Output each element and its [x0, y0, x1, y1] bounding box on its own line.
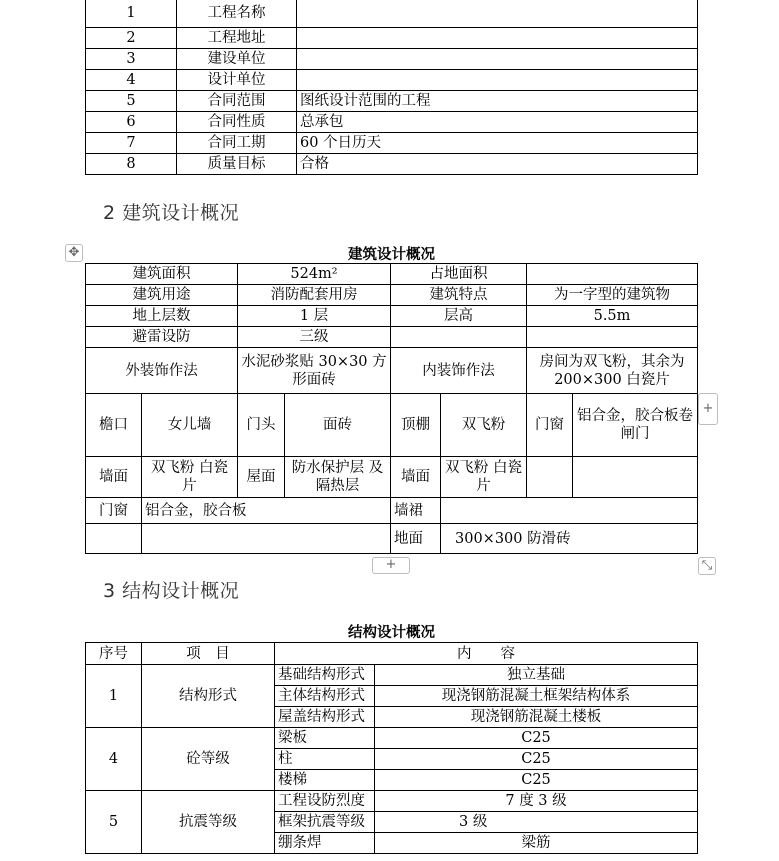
table-cell: 总承包 [297, 112, 698, 133]
group-item: 结构形式 [142, 665, 275, 728]
ceiling-value: 双飞粉 [441, 394, 527, 457]
wall-value: 双飞粉 白瓷片 [142, 457, 238, 498]
group-number: 4 [86, 728, 142, 791]
table-cell [86, 524, 142, 554]
table-cell [297, 70, 698, 91]
ext-finish-value: 水泥砂浆贴 30×30 方形面砖 [238, 348, 391, 394]
table-cell [527, 327, 698, 348]
table-cell: 合同范围 [177, 91, 297, 112]
table-title: 建筑设计概况 [348, 246, 435, 263]
use-label: 建筑用途 [86, 285, 238, 306]
door-window-value: 铝合金，胶合板卷闸门 [573, 394, 698, 457]
table-cell [573, 457, 698, 498]
table-cell: 合同工期 [177, 133, 297, 154]
project-info-table [85, 0, 698, 175]
wall2-value: 双飞粉 白瓷片 [441, 457, 527, 498]
row-value: 7 度 3 级 [375, 791, 698, 812]
door-window-label: 门窗 [527, 394, 573, 457]
roof-value: 防水保护层 及隔热层 [285, 457, 391, 498]
use-value: 消防配套用房 [238, 285, 391, 306]
row-label: 屋盖结构形式 [275, 707, 375, 728]
row-value: C25 [375, 728, 698, 749]
table-cell: 质量目标 [177, 154, 297, 175]
height-label: 层高 [391, 306, 527, 327]
row-label: 梁板 [275, 728, 375, 749]
land-value [527, 264, 698, 285]
architecture-table [85, 263, 698, 554]
row-value: C25 [375, 770, 698, 791]
table-cell [142, 524, 391, 554]
table-cell [527, 457, 573, 498]
height-value: 5.5m [527, 306, 698, 327]
ceiling-label: 顶棚 [391, 394, 441, 457]
row-label: 主体结构形式 [275, 686, 375, 707]
table-cell [297, 49, 698, 70]
lightning-label: 避雷设防 [86, 327, 238, 348]
roof-label: 屋面 [238, 457, 285, 498]
feature-label: 建筑特点 [391, 285, 527, 306]
row-value: 3 级 [375, 812, 698, 833]
int-finish-label: 内装饰作法 [391, 348, 527, 394]
floor-label: 地面 [391, 524, 441, 554]
table-cell: 设计单位 [177, 70, 297, 91]
group-item: 砼等级 [142, 728, 275, 791]
floors-label: 地上层数 [86, 306, 238, 327]
table-cell: 建设单位 [177, 49, 297, 70]
table-cell: 5 [86, 91, 177, 112]
table-cell: 7 [86, 133, 177, 154]
floors-value: 1 层 [238, 306, 391, 327]
tile-label: 面砖 [285, 394, 391, 457]
table-cell [297, 28, 698, 49]
group-item: 抗震等级 [142, 791, 275, 854]
add-row-button[interactable]: + [372, 557, 410, 574]
row-value: 梁筋 [375, 833, 698, 854]
table-cell: 4 [86, 70, 177, 91]
table-cell [297, 0, 698, 28]
section-heading: 2 建筑设计概况 [103, 202, 240, 224]
wall2-label: 墙面 [391, 457, 441, 498]
table-cell [391, 327, 527, 348]
door-label: 门窗 [86, 498, 142, 524]
table-cell: 工程地址 [177, 28, 297, 49]
wall-label: 墙面 [86, 457, 142, 498]
table-cell: 60 个日历天 [297, 133, 698, 154]
door-head-label: 门头 [238, 394, 285, 457]
row-label: 绷条焊 [275, 833, 375, 854]
header-cell: 项 目 [142, 643, 275, 665]
row-value: 现浇钢筋混凝土框架结构体系 [375, 686, 698, 707]
table-cell: 3 [86, 49, 177, 70]
table-cell: 图纸设计范围的工程 [297, 91, 698, 112]
row-label: 基础结构形式 [275, 665, 375, 686]
table-move-handle-icon[interactable]: ✥ [65, 244, 83, 262]
group-number: 5 [86, 791, 142, 854]
feature-value: 为一字型的建筑物 [527, 285, 698, 306]
area-value: 524m² [238, 264, 391, 285]
group-number: 1 [86, 665, 142, 728]
row-label: 柱 [275, 749, 375, 770]
ext-finish-label: 外装饰作法 [86, 348, 238, 394]
floor-value: 300×300 防滑砖 [441, 524, 698, 554]
table-cell: 1 [86, 0, 177, 28]
table-cell: 6 [86, 112, 177, 133]
row-label: 工程设防烈度 [275, 791, 375, 812]
section-heading: 3 结构设计概况 [103, 580, 240, 602]
table-cell: 2 [86, 28, 177, 49]
row-label: 框架抗震等级 [275, 812, 375, 833]
header-cell: 内 容 [275, 643, 698, 665]
dado-value [441, 498, 698, 524]
dado-label: 墙裙 [391, 498, 441, 524]
eave-label: 檐口 [86, 394, 142, 457]
table-cell: 工程名称 [177, 0, 297, 28]
row-value: C25 [375, 749, 698, 770]
table-cell: 合格 [297, 154, 698, 175]
int-finish-value: 房间为双飞粉，其余为 200×300 白瓷片 [527, 348, 698, 394]
parapet-label: 女儿墙 [142, 394, 238, 457]
land-label: 占地面积 [391, 264, 527, 285]
door-value: 铝合金，胶合板 [142, 498, 391, 524]
table-cell: 8 [86, 154, 177, 175]
header-cell: 序号 [86, 643, 142, 665]
row-label: 楼梯 [275, 770, 375, 791]
add-column-button[interactable]: + [698, 393, 718, 425]
structure-table [85, 642, 698, 854]
resize-handle-icon[interactable]: ⤡ [698, 557, 716, 575]
lightning-value: 三级 [238, 327, 391, 348]
table-title: 结构设计概况 [348, 624, 435, 641]
row-value: 现浇钢筋混凝土楼板 [375, 707, 698, 728]
row-value: 独立基础 [375, 665, 698, 686]
table-cell: 合同性质 [177, 112, 297, 133]
area-label: 建筑面积 [86, 264, 238, 285]
